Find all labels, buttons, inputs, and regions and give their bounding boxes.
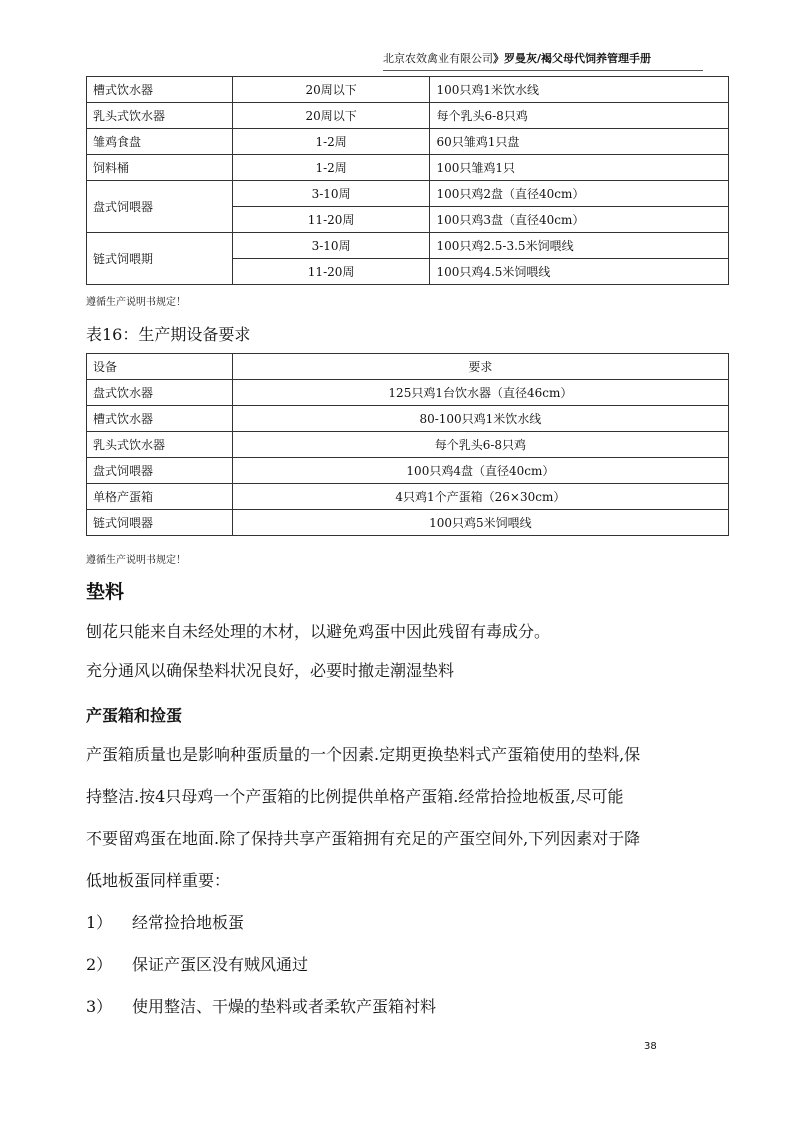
paragraph-line: 不要留鸡蛋在地面.除了保持共享产蛋箱拥有充足的产蛋空间外,下列因素对于降: [86, 829, 641, 848]
production-equipment-table: [86, 353, 729, 536]
table-row: [87, 432, 729, 458]
table-caption: 表16：生产期设备要求: [86, 325, 251, 344]
table-header-row: [87, 354, 729, 380]
equipment-cell: 乳头式饮水器: [87, 432, 233, 458]
requirement-cell: 100只鸡5米饲喂线: [232, 510, 728, 536]
requirement-cell: 100只鸡4.5米饲喂线: [430, 259, 729, 285]
requirement-cell: 每个乳头6-8只鸡: [430, 103, 729, 129]
list-text: 保证产蛋区没有贼风通过: [132, 955, 309, 974]
equipment-cell: 链式饲喂器: [87, 510, 233, 536]
paragraph: 充分通风以确保垫料状况良好，必要时撤走潮湿垫料: [86, 661, 455, 680]
equipment-cell: 盘式饲喂器: [87, 181, 233, 233]
table-row: [87, 510, 729, 536]
table-row: [87, 406, 729, 432]
list-number: 1）: [86, 913, 113, 932]
requirement-cell: 125只鸡1台饮水器（直径46cm）: [232, 380, 728, 406]
period-cell: 1-2周: [232, 155, 430, 181]
column-header: 设备: [87, 354, 233, 380]
requirement-cell: 每个乳头6-8只鸡: [232, 432, 728, 458]
list-text: 经常捡拾地板蛋: [132, 913, 245, 932]
equipment-cell: 饲料桶: [87, 155, 233, 181]
period-cell: 3-10周: [232, 181, 430, 207]
table-row: [87, 155, 729, 181]
period-cell: 3-10周: [232, 233, 430, 259]
requirement-cell: 60只雏鸡1只盘: [430, 129, 729, 155]
table-row: [87, 458, 729, 484]
paragraph-line: 低地板蛋同样重要：: [86, 871, 231, 890]
section-heading-nestbox: 产蛋箱和捡蛋: [86, 706, 183, 725]
section-heading-litter: 垫料: [86, 581, 125, 603]
table-row: [87, 380, 729, 406]
period-cell: 11-20周: [232, 207, 430, 233]
paragraph-line: 产蛋箱质量也是影响种蛋质量的一个因素.定期更换垫料式产蛋箱使用的垫料,保: [86, 745, 641, 764]
equipment-cell: 槽式饮水器: [87, 406, 233, 432]
requirement-cell: 100只鸡4盘（直径40cm）: [232, 458, 728, 484]
equipment-cell: 槽式饮水器: [87, 77, 233, 103]
equipment-cell: 盘式饮水器: [87, 380, 233, 406]
requirement-cell: 80-100只鸡1米饮水线: [232, 406, 728, 432]
list-number: 3）: [86, 997, 113, 1016]
equipment-cell: 链式饲喂期: [87, 233, 233, 285]
table-note: 遵循生产说明书规定！: [86, 297, 186, 308]
page-header: [383, 50, 703, 66]
requirement-cell: 4只鸡1个产蛋箱（26×30cm）: [232, 484, 728, 510]
rearing-equipment-table: [86, 76, 729, 285]
table-row: [87, 484, 729, 510]
requirement-cell: 100只鸡2盘（直径40cm）: [430, 181, 729, 207]
list-number: 2）: [86, 955, 113, 974]
nestbox-paragraph: [86, 742, 711, 910]
list-text: 使用整洁、干燥的垫料或者柔软产蛋箱衬料: [132, 997, 437, 1016]
period-cell: 20周以下: [232, 77, 430, 103]
requirement-cell: 100只鸡3盘（直径40cm）: [430, 207, 729, 233]
table-row: [87, 103, 729, 129]
header-rule: [383, 70, 703, 71]
equipment-cell: 雏鸡食盘: [87, 129, 233, 155]
paragraph: 刨花只能来自未经处理的木材，以避免鸡蛋中因此残留有毒成分。: [86, 622, 551, 641]
page-number: 38: [644, 1041, 657, 1052]
requirement-cell: 100只鸡2.5-3.5米饲喂线: [430, 233, 729, 259]
table-row: [87, 181, 729, 207]
table-row: [87, 77, 729, 103]
requirement-cell: 100只雏鸡1只: [430, 155, 729, 181]
period-cell: 11-20周: [232, 259, 430, 285]
requirement-cell: 100只鸡1米饮水线: [430, 77, 729, 103]
table-row: [87, 129, 729, 155]
table-row: [87, 233, 729, 259]
period-cell: 1-2周: [232, 129, 430, 155]
equipment-cell: 乳头式饮水器: [87, 103, 233, 129]
period-cell: 20周以下: [232, 103, 430, 129]
column-header: 要求: [232, 354, 728, 380]
header-separator: 》: [493, 52, 504, 65]
header-company: 北京农效禽业有限公司: [383, 52, 493, 65]
table-note: 遵循生产说明书规定！: [86, 555, 186, 566]
equipment-cell: 盘式饲喂器: [87, 458, 233, 484]
header-manual-title: 罗曼灰/褐父母代饲养管理手册: [504, 52, 652, 65]
paragraph-line: 持整洁.按4只母鸡一个产蛋箱的比例提供单格产蛋箱.经常拾捡地板蛋,尽可能: [86, 787, 624, 806]
equipment-cell: 单格产蛋箱: [87, 484, 233, 510]
